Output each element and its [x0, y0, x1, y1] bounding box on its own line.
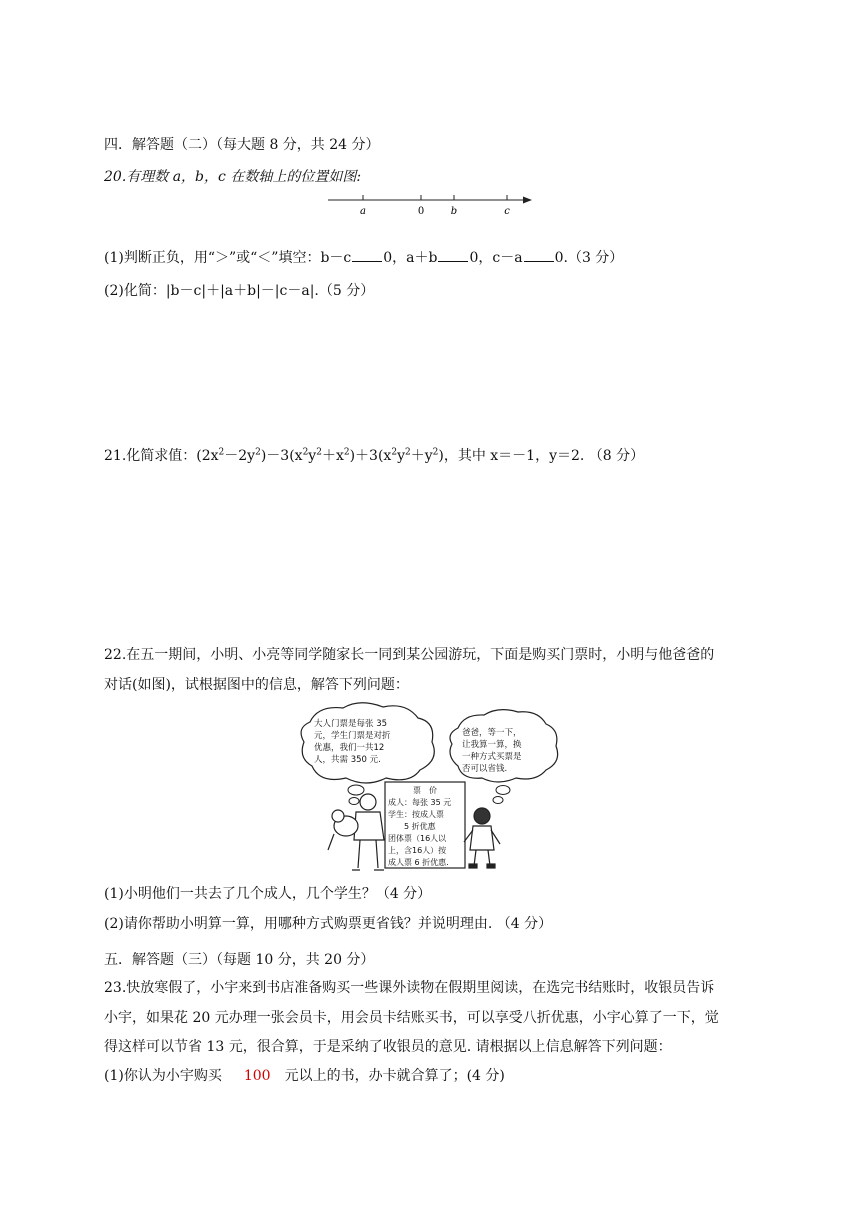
right-bubble-line: 否可以省钱. — [462, 764, 508, 774]
question-22-line-1: 22.在五一期间，小明、小亮等同学随家长一同到某公园游玩，下面是购买门票时，小明与他爸爸的 — [104, 647, 715, 663]
number-line-arrow — [523, 197, 532, 204]
label-zero: 0 — [417, 206, 425, 217]
number-line-figure — [326, 190, 536, 220]
question-20-part-2: (2)化简：|b－c|＋|a＋b|－|c－a|.（5 分） — [104, 283, 375, 299]
boy-figure-illustration — [464, 808, 500, 868]
label-a: a — [360, 206, 366, 217]
question-23-line-3: 得这样可以节省 13 元，很合算，于是采纳了收银员的意见. 请根据以上信息解答下列问题： — [104, 1039, 672, 1055]
sign-line: 团体票（16人以 — [388, 834, 447, 843]
question-22-line-2: 对话(如图)，试根据图中的信息，解答下列问题： — [104, 677, 409, 693]
answer-blank-3[interactable] — [524, 249, 554, 262]
sign-line: 上，含16人）按 — [388, 846, 447, 855]
father-figure-illustration — [328, 794, 384, 870]
ticket-dialogue-cartoon — [298, 700, 568, 875]
question-22-part-1: (1)小明他们一共去了几个成人，几个学生？（4 分） — [104, 886, 432, 902]
question-23-line-2: 小宇，如果花 20 元办理一张会员卡，用会员卡结账买书，可以享受八折优惠，小宇心算了一下，觉 — [104, 1010, 719, 1026]
left-bubble-line: 大人门票是每张 35 — [314, 719, 388, 729]
sign-line: 成人票 6 折优惠. — [388, 858, 449, 867]
bubble-dot — [349, 798, 359, 805]
question-20-stem — [104, 167, 361, 187]
q23-p1-text-pre: (1)你认为小宇购买 — [104, 1068, 222, 1084]
bubble-dot — [348, 785, 364, 795]
section-four-title: 四．解答题（二）（每大题 8 分，共 24 分） — [104, 137, 380, 153]
question-23-part-1 — [104, 1066, 505, 1086]
question-20-stem-text: 20.有理数 a，b，c 在数轴上的位置如图: — [104, 169, 362, 185]
q20-p1-text-a: (1)判断正负，用“＞”或“＜”填空：b－c — [104, 250, 352, 266]
section-five-title: 五．解答题（三）（每题 10 分，共 20 分） — [104, 952, 375, 968]
left-bubble-line: 人，共需 350 元. — [314, 755, 381, 765]
question-22-part-2: (2)请你帮助小明算一算，用哪种方式购票更省钱？并说明理由. （4 分） — [104, 916, 553, 932]
bubble-dot — [496, 786, 510, 795]
right-bubble-line: 一种方式买票是 — [462, 752, 522, 762]
label-c: c — [504, 206, 510, 217]
bubble-dot — [493, 797, 503, 804]
left-bubble-line: 元，学生门票是对折 — [314, 731, 391, 741]
filled-answer-100: 100 — [243, 1068, 271, 1084]
q23-p1-text-post: 元以上的书，办卡就合算了；(4 分) — [284, 1068, 505, 1084]
left-bubble-line: 优惠，我们一共12 — [314, 743, 385, 753]
sign-line: 成人：每张 35 元 — [388, 798, 452, 807]
sign-title: 票 价 — [413, 786, 437, 795]
q20-p1-text-d: 0.（3 分） — [554, 250, 624, 266]
sign-line: 学生：按成人票 — [388, 810, 444, 819]
answer-blank-1[interactable] — [352, 249, 382, 262]
answer-blank-2[interactable] — [438, 249, 468, 262]
question-21: 21.化简求值：$(2x^2-2y^2)-3(x^2y^2+x^2)+3(x^2y^2+y^2)$，其中 x＝－1，y＝2. （8 分） — [104, 447, 645, 464]
right-bubble-line: 爸爸，等一下， — [462, 728, 522, 738]
label-b: b — [450, 206, 458, 217]
q20-p1-text-b: 0，a＋b — [383, 250, 438, 266]
question-23-line-1: 23.快放寒假了，小宇来到书店准备购买一些课外读物在假期里阅读，在选完书结账时，收银员告诉 — [104, 980, 715, 996]
q20-p1-text-c: 0，c－a — [469, 250, 523, 266]
question-20-part-1 — [104, 248, 623, 268]
sign-line: 5 折优惠 — [388, 822, 436, 831]
right-bubble-line: 让我算一算，换 — [462, 740, 522, 750]
